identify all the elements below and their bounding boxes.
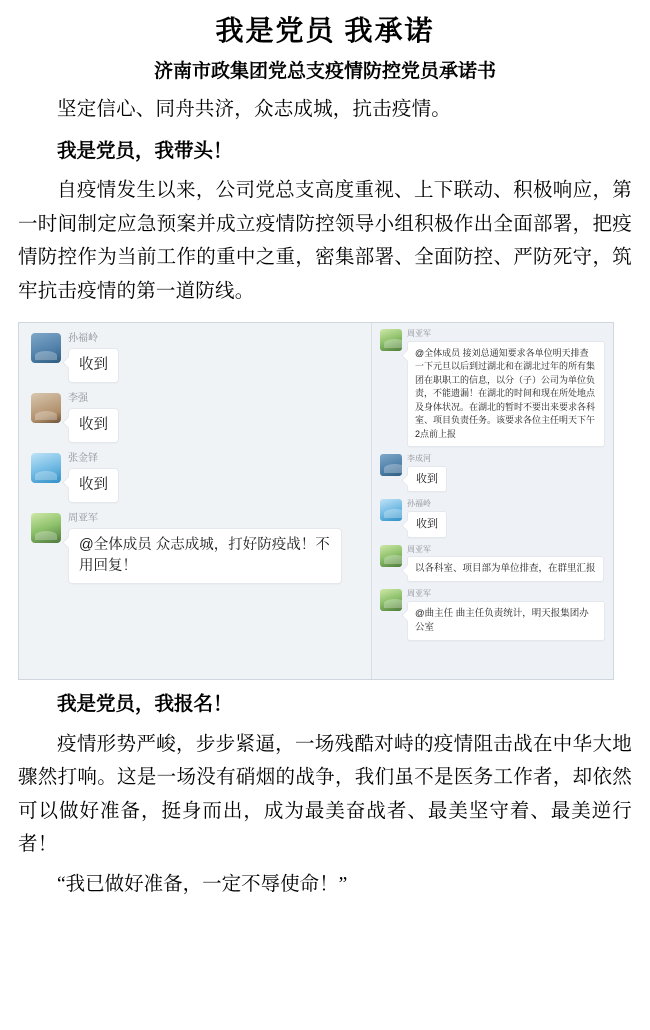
message-bubble: 以各科室、项目部为单位排查，在群里汇报 [407, 556, 604, 582]
chat-left-pane [19, 323, 371, 679]
message-sender: 张金铎 [68, 453, 98, 465]
avatar [31, 393, 61, 423]
message-bubble: 收到 [407, 511, 447, 538]
list-item [31, 393, 361, 443]
message-sender: 孙福岭 [407, 499, 431, 509]
avatar [31, 333, 61, 363]
list-item [380, 454, 605, 492]
avatar [380, 329, 402, 351]
message-sender: 周亚军 [68, 513, 98, 525]
list-item [380, 545, 605, 583]
section-heading-1: 我是党员，我带头！ [57, 140, 233, 162]
message-sender: 李强 [68, 393, 88, 405]
message-bubble: 收到 [68, 408, 119, 443]
list-item [380, 499, 605, 537]
avatar [31, 453, 61, 483]
chat-right-pane [371, 323, 613, 679]
avatar [380, 589, 402, 611]
message-bubble: @全体成员 接刘总通知要求各单位明天排查一下元旦以后到过湖北和在湖北过年的所有集团在职职工的信息，以分（子）公司为单位负责，不能遗漏！在湖北的时间和现在所处地点及身体状况。在湖北的暂时不要出来要求各科室、项目负责任务。该要求各位主任明天下午2点前上报 [407, 341, 605, 448]
avatar [31, 513, 61, 543]
paragraph-1: 坚定信心、同舟共济，众志成城，抗击疫情。 [57, 99, 452, 121]
chat-screenshot-figure [18, 322, 614, 680]
page-subtitle: 济南市政集团党总支疫情防控党员承诺书 [153, 61, 496, 83]
paragraph-3: 疫情形势严峻，步步紧逼，一场残酷对峙的疫情阻击战在中华大地骤然打响。这是一场没有硝烟的战争，我们虽不是医务工作者，却依然可以做好准备，挺身而出，成为最美奋战者、最美坚守着、最美逆行者！ [18, 733, 632, 856]
message-bubble: @曲主任 曲主任负责统计，明天报集团办公室 [407, 601, 605, 642]
list-item [31, 453, 361, 503]
paragraph-4-quote: “我已做好准备，一定不辱使命！” [57, 873, 348, 895]
list-item [380, 589, 605, 641]
message-sender: 周亚军 [407, 589, 431, 599]
avatar [380, 499, 402, 521]
paragraph-2: 自疫情发生以来，公司党总支高度重视、上下联动、积极响应，第一时间制定应急预案并成立疫情防控领导小组积极作出全面部署，把疫情防控作为当前工作的重中之重，密集部署、全面防控、严防死守，筑牢抗击疫情的第一道防线。 [18, 180, 632, 302]
list-item [380, 329, 605, 447]
avatar [380, 545, 402, 567]
message-bubble: @全体成员 众志成城，打好防疫战！不用回复！ [68, 528, 342, 584]
message-sender: 李成河 [407, 454, 431, 464]
message-sender: 周亚军 [407, 544, 431, 554]
avatar [380, 454, 402, 476]
section-heading-2: 我是党员，我报名！ [57, 694, 233, 716]
message-bubble: 收到 [68, 468, 119, 503]
list-item [31, 513, 361, 584]
list-item [31, 333, 361, 383]
page-title: 我是党员 我承诺 [215, 16, 435, 47]
message-sender: 周亚军 [407, 329, 431, 339]
message-bubble: 收到 [407, 466, 447, 493]
message-bubble: 收到 [68, 348, 119, 383]
message-sender: 孙福岭 [68, 333, 98, 345]
